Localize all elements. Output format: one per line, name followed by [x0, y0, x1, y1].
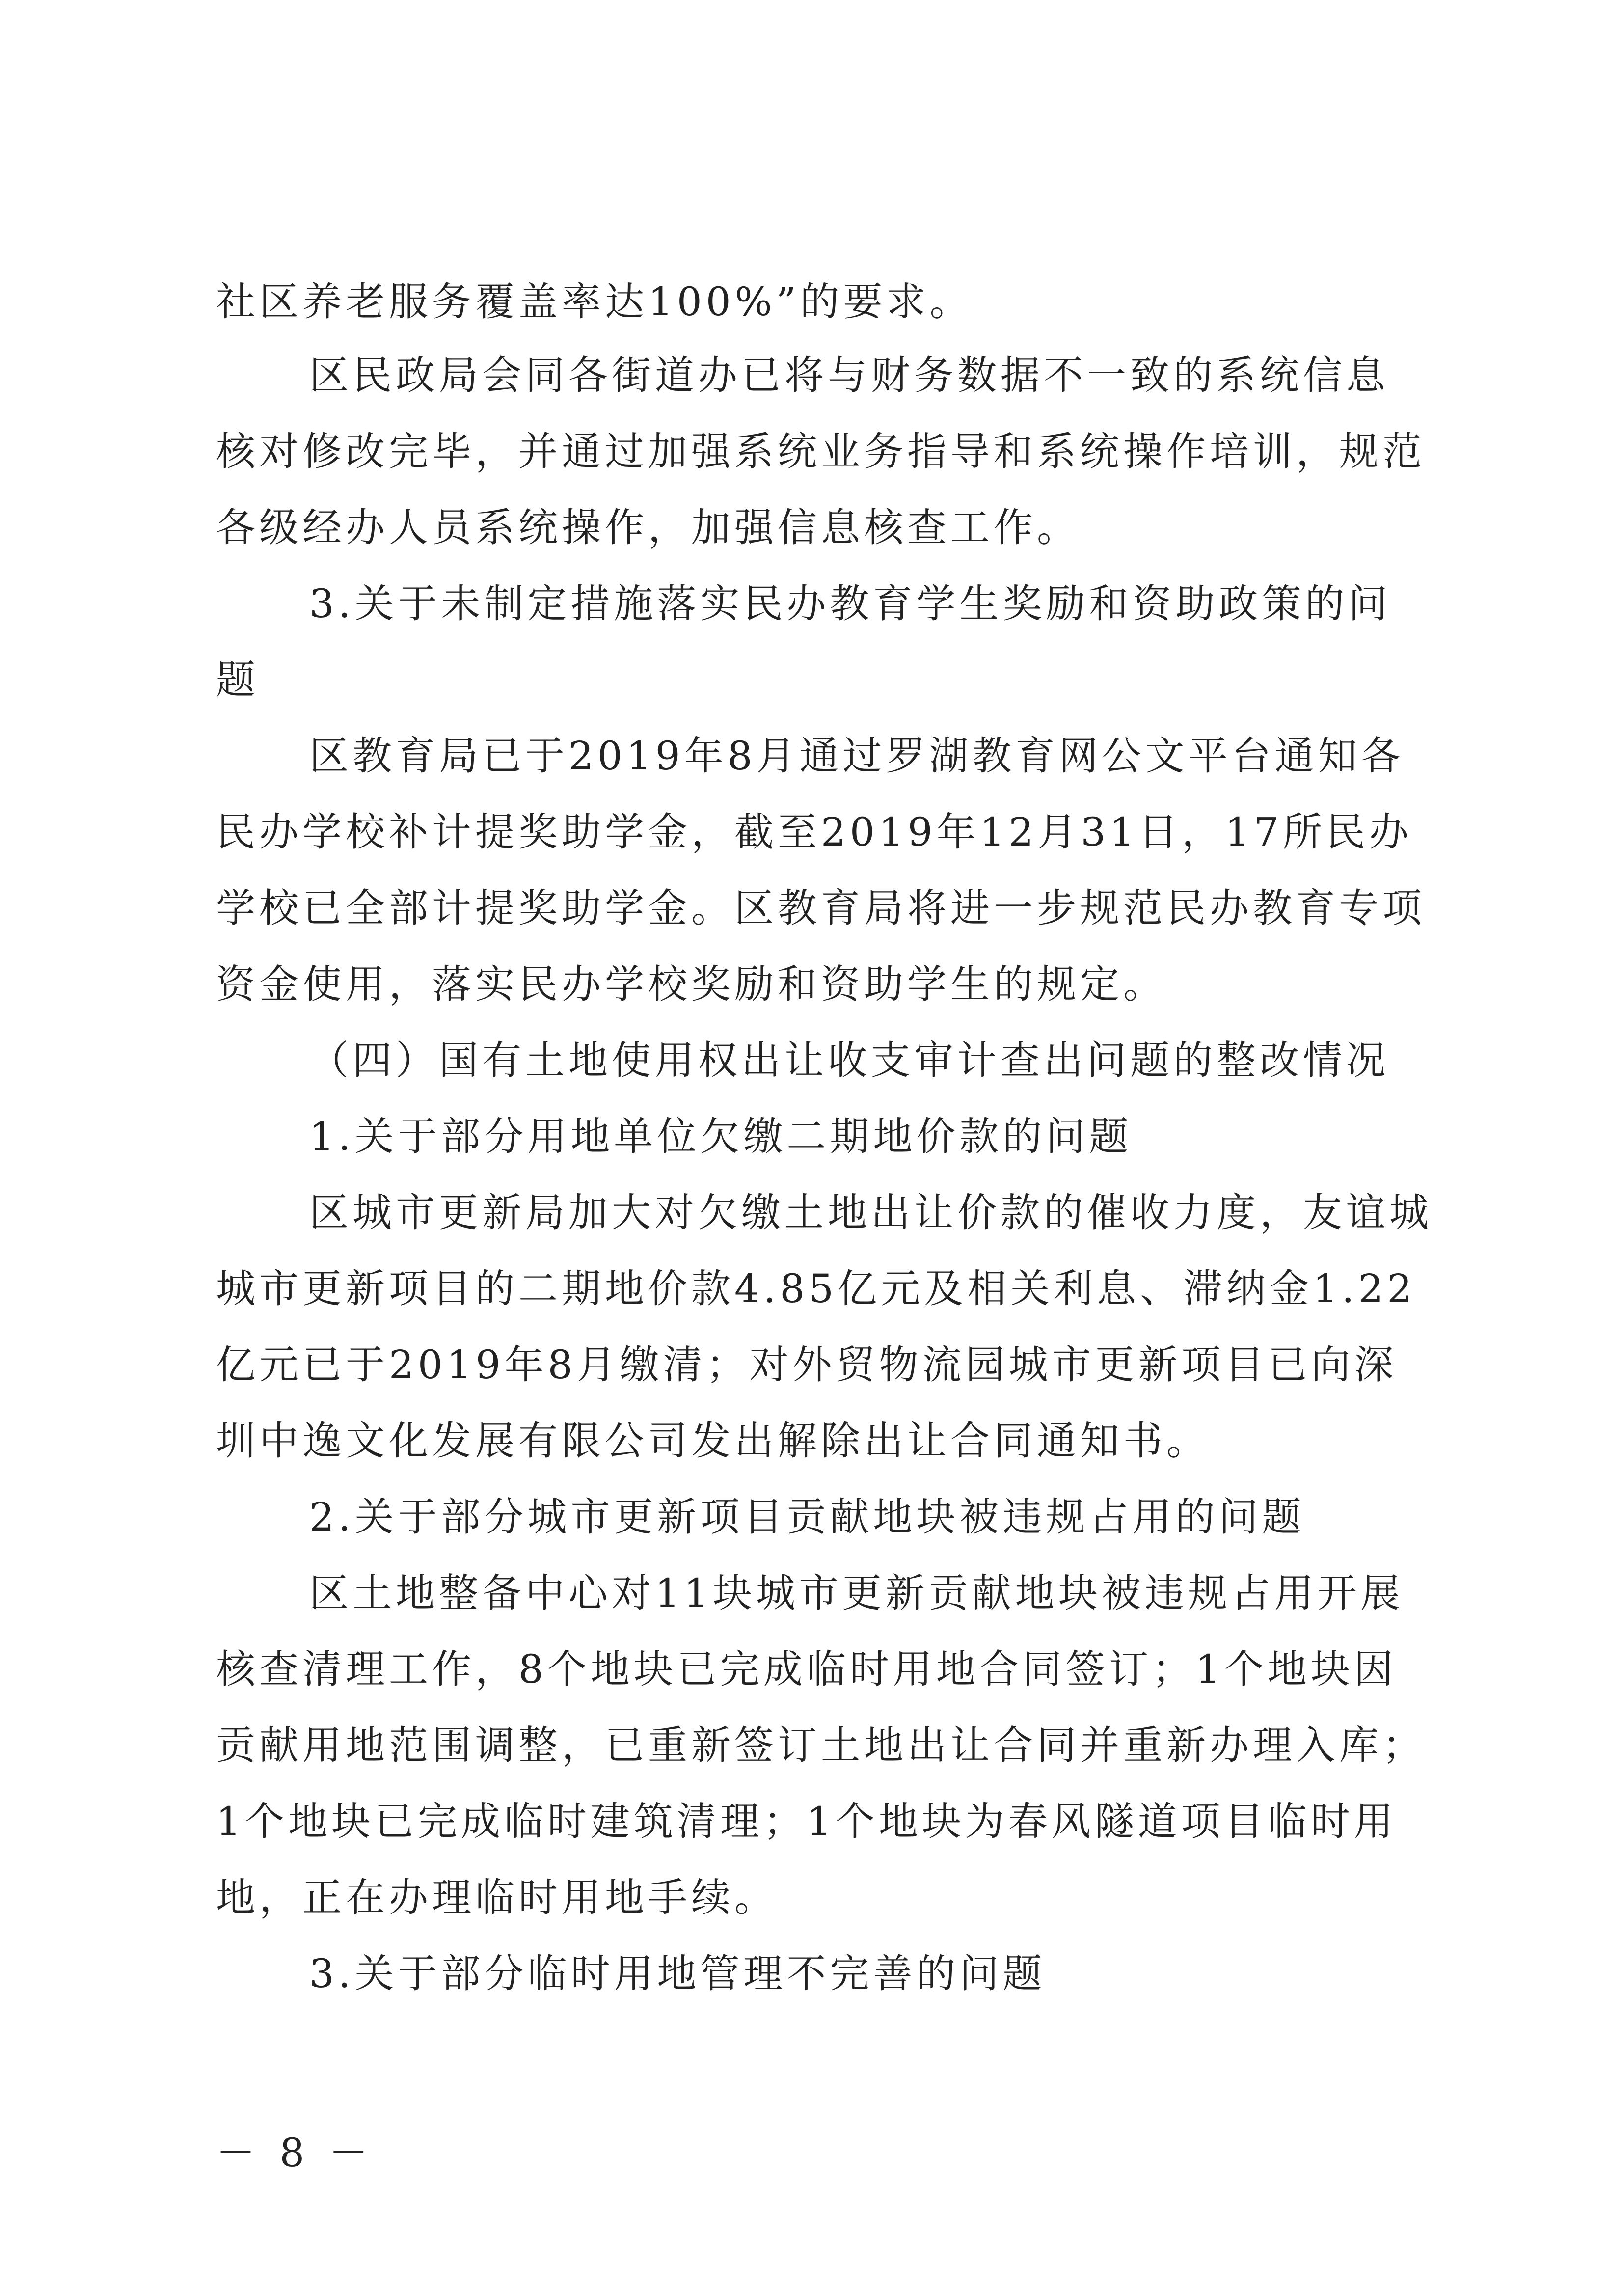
- text-line-19: 核查清理工作，8个地块已完成临时用地合同签订；1个地块因: [216, 1646, 1397, 1692]
- text-line-4: 各级经办人员系统操作，加强信息核查工作。: [216, 505, 1080, 550]
- text-line-18: 区土地整备中心对11块城市更新贡献地块被违规占用开展: [309, 1570, 1404, 1616]
- text-line-3: 核对修改完毕，并通过加强系统业务指导和系统操作培训，规范: [216, 429, 1426, 474]
- text-line-10: 资金使用，落实民办学校奖励和资助学生的规定。: [216, 961, 1166, 1007]
- heading-1: 1.关于部分用地单位欠缴二期地价款的问题: [309, 1114, 1133, 1159]
- text-line-14: 城市更新项目的二期地价款4.85亿元及相关利息、滞纳金1.22: [216, 1266, 1416, 1312]
- heading-2: 2.关于部分城市更新项目贡献地块被违规占用的问题: [309, 1494, 1305, 1540]
- text-line-1: 社区养老服务覆盖率达100%”的要求。: [216, 279, 973, 325]
- text-line-2: 区民政局会同各街道办已将与财务数据不一致的系统信息: [309, 353, 1389, 398]
- text-line-20: 贡献用地范围调整，已重新签订土地出让合同并重新办理入库；: [216, 1722, 1426, 1768]
- page-number: － 8 －: [216, 2130, 374, 2176]
- heading-3: 3.关于部分临时用地管理不完善的问题: [309, 1951, 1046, 1996]
- text-line-9: 学校已全部计提奖助学金。区教育局将进一步规范民办教育专项: [216, 885, 1426, 931]
- section-heading: （四）国有土地使用权出让收支审计查出问题的整改情况: [309, 1038, 1389, 1083]
- text-line-22: 地，正在办理临时用地手续。: [216, 1875, 778, 1920]
- text-line-15: 亿元已于2019年8月缴清；对外贸物流园城市更新项目已向深: [216, 1342, 1398, 1388]
- text-line-8: 民办学校补计提奖助学金，截至2019年12月31日，17所民办: [216, 809, 1412, 855]
- heading-3-line-1: 3.关于未制定措施落实民办教育学生奖励和资助政策的问: [309, 581, 1392, 627]
- text-line-21: 1个地块已完成临时建筑清理；1个地块为春风隧道项目临时用: [216, 1799, 1397, 1844]
- text-line-16: 圳中逸文化发展有限公司发出解除出让合同通知书。: [216, 1418, 1210, 1464]
- heading-3-line-2: 题: [216, 657, 259, 703]
- text-line-7: 区教育局已于2019年8月通过罗湖教育网公文平台通知各: [309, 733, 1405, 779]
- text-line-13: 区城市更新局加大对欠缴土地出让价款的催收力度，友谊城: [309, 1190, 1433, 1235]
